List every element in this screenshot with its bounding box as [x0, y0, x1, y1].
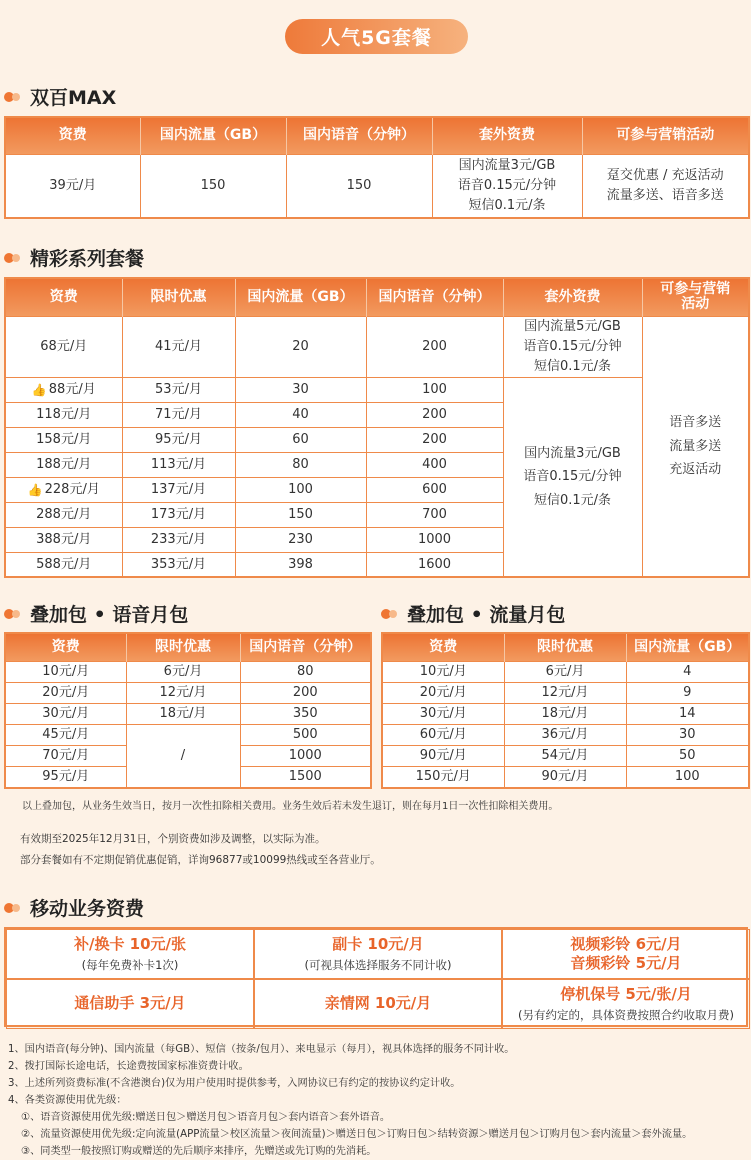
amount-cell: 50 — [626, 746, 749, 767]
voice-cell: 400 — [366, 452, 503, 477]
promo-note: 部分套餐如有不定期促销优惠促销，详询96877或10099热线或至各营业厅。 — [20, 854, 381, 866]
promo-cell: 113元/月 — [122, 452, 235, 477]
biz-cell-ringtone — [502, 929, 750, 979]
col-header: 资费 — [5, 633, 126, 661]
fee-label: 228元/月 — [44, 481, 100, 497]
amount-cell: 1000 — [240, 746, 371, 767]
voice-cell: 1600 — [366, 552, 503, 577]
data-cell: 60 — [235, 427, 366, 452]
col-header: 资费 — [382, 633, 504, 661]
hero-title: 人气5G套餐 — [285, 19, 468, 54]
col-header: 国内流量（GB） — [140, 117, 286, 154]
promo-cell: 71元/月 — [122, 402, 235, 427]
data-cell: 30 — [235, 377, 366, 402]
fee-cell: 68元/月 — [5, 316, 122, 377]
amount-cell: 30 — [626, 724, 749, 745]
extra-line: 国内流量5元/GB — [524, 318, 621, 334]
bullet-dots-icon — [381, 608, 401, 620]
col-header: 限时优惠 — [126, 633, 240, 661]
promo-cell: 18元/月 — [126, 703, 240, 724]
fee-cell: 288元/月 — [5, 502, 122, 527]
footnote: 4、各类资源使用优先级： — [8, 1095, 127, 1106]
promo-cell: 54元/月 — [504, 746, 626, 767]
section-title-datapack-label: 叠加包 • 流量月包 — [407, 604, 566, 626]
fee-cell: 39元/月 — [5, 154, 140, 218]
biz-price: 亲情网 10元/月 — [324, 994, 432, 1013]
col-header: 国内语音（分钟） — [366, 278, 503, 316]
data-cell: 398 — [235, 552, 366, 577]
fee-cell: 45元/月 — [5, 724, 126, 745]
datapack-table — [381, 632, 750, 789]
data-cell: 230 — [235, 527, 366, 552]
data-cell: 100 — [235, 477, 366, 502]
max-table — [4, 116, 750, 219]
biz-note: (每年免费补卡1次) — [81, 957, 179, 972]
promo-cell: / — [126, 724, 240, 788]
section-title-datapack — [381, 600, 565, 627]
section-title-voicepack-label: 叠加包 • 语音月包 — [30, 604, 189, 626]
col-header: 国内流量（GB） — [626, 633, 749, 661]
voice-cell: 1000 — [366, 527, 503, 552]
activity-line: 充返活动 — [669, 462, 722, 478]
fee-label: 88元/月 — [48, 381, 96, 397]
col-header: 国内语音（分钟） — [240, 633, 371, 661]
fee-cell — [5, 477, 122, 502]
promo-cell: 36元/月 — [504, 724, 626, 745]
footnote: ②、流量资源使用优先级:定向流量(APP流量＞校区流量＞夜间流量)＞赠送日包＞订购日包＞结转资源＞赠送月包＞订购月包＞套内流量＞套外流量。 — [8, 1129, 693, 1140]
promo-cell: 18元/月 — [504, 703, 626, 724]
amount-cell: 80 — [240, 661, 371, 682]
extra-line: 国内流量3元/GB — [458, 157, 556, 173]
section-title-biz — [4, 894, 144, 921]
footnote: 1、国内语音(每分钟)、国内流量（每GB）、短信（按条/包月）、来电显示（每月），视具体选择的服务不同计收。 — [8, 1044, 515, 1055]
data-cell: 150 — [140, 154, 286, 218]
section-title-biz-label: 移动业务资费 — [30, 898, 145, 920]
bullet-dots-icon — [4, 608, 24, 620]
extra-line: 短信0.1元/条 — [533, 492, 612, 508]
extra-line: 语音0.15元/分钟 — [523, 338, 622, 354]
fee-cell: 20元/月 — [5, 682, 126, 703]
col-header: 国内流量（GB） — [235, 278, 366, 316]
promo-cell: 53元/月 — [122, 377, 235, 402]
biz-note: (可视具体选择服务不同计收) — [304, 957, 452, 972]
fee-cell: 90元/月 — [382, 746, 504, 767]
biz-price: 通信助手 3元/月 — [74, 994, 186, 1013]
voice-cell: 200 — [366, 402, 503, 427]
col-header: 可参与营销活动 — [582, 117, 749, 154]
bullet-dots-icon — [4, 91, 24, 103]
voice-cell: 200 — [366, 316, 503, 377]
fee-cell: 30元/月 — [5, 703, 126, 724]
section-title-voicepack — [4, 600, 188, 627]
bullet-dots-icon — [4, 902, 24, 914]
section-title-max — [4, 83, 116, 110]
footnote: 3、上述所列资费标准(不含港澳台)仅为用户使用时提供参考，入网协议已有约定的按协议约定计收。 — [8, 1078, 461, 1089]
extra-line: 短信0.1元/条 — [533, 358, 612, 374]
activities-cell — [642, 316, 749, 577]
pack-note: 以上叠加包，从业务生效当日，按月一次性扣除相关费用。业务生效后若未发生退订，则在每月1日一次性扣除相关费用。 — [22, 801, 559, 812]
promo-line: 趸交优惠 / 充返活动 — [606, 167, 724, 183]
col-header: 可参与营销活动 — [642, 278, 749, 316]
activity-line: 流量多送 — [669, 438, 722, 454]
bullet-dots-icon — [4, 252, 24, 264]
amount-cell: 14 — [626, 703, 749, 724]
extra-fee-cell — [503, 316, 642, 377]
voice-cell: 200 — [366, 427, 503, 452]
fee-cell: 95元/月 — [5, 767, 126, 789]
voice-cell: 150 — [286, 154, 432, 218]
section-title-jc-label: 精彩系列套餐 — [30, 248, 145, 270]
data-cell: 150 — [235, 502, 366, 527]
promo-cell: 12元/月 — [126, 682, 240, 703]
extra-line: 语音0.15元/分钟 — [457, 177, 557, 193]
promo-line: 流量多送、语音多送 — [606, 187, 724, 203]
amount-cell: 200 — [240, 682, 371, 703]
promo-cell: 173元/月 — [122, 502, 235, 527]
section-title-max-label: 双百MAX — [30, 87, 117, 109]
extra-fee-cell — [503, 377, 642, 577]
fee-cell: 70元/月 — [5, 746, 126, 767]
activity-line: 语音多送 — [669, 415, 722, 431]
col-header: 国内语音（分钟） — [286, 117, 432, 154]
promo-cell: 233元/月 — [122, 527, 235, 552]
promo-cell: 6元/月 — [504, 661, 626, 682]
fee-cell: 150元/月 — [382, 767, 504, 789]
promo-cell: 95元/月 — [122, 427, 235, 452]
fee-cell: 588元/月 — [5, 552, 122, 577]
voice-cell: 100 — [366, 377, 503, 402]
amount-cell: 350 — [240, 703, 371, 724]
biz-cell-subcard — [254, 929, 502, 979]
fee-cell: 20元/月 — [382, 682, 504, 703]
extra-line: 语音0.15元/分钟 — [523, 469, 622, 485]
data-cell: 20 — [235, 316, 366, 377]
amount-cell: 100 — [626, 767, 749, 789]
fee-cell: 10元/月 — [5, 661, 126, 682]
section-title-jc — [4, 244, 144, 271]
col-header: 资费 — [5, 117, 140, 154]
fee-cell: 388元/月 — [5, 527, 122, 552]
col-header: 限时优惠 — [504, 633, 626, 661]
promo-cell — [582, 154, 749, 218]
amount-cell: 500 — [240, 724, 371, 745]
biz-cell-suspend — [502, 979, 750, 1029]
fee-cell: 10元/月 — [382, 661, 504, 682]
col-header: 套外资费 — [432, 117, 582, 154]
promo-cell: 353元/月 — [122, 552, 235, 577]
biz-cell-assistant — [6, 979, 254, 1029]
promo-cell: 90元/月 — [504, 767, 626, 789]
amount-cell: 9 — [626, 682, 749, 703]
voice-cell: 700 — [366, 502, 503, 527]
jc-table — [4, 277, 750, 578]
voicepack-table — [4, 632, 372, 789]
biz-note: (另有约定的，具体资费按照合约收取月费) — [518, 1007, 734, 1022]
biz-cell-sim — [6, 929, 254, 979]
promo-cell: 6元/月 — [126, 661, 240, 682]
biz-price: 副卡 10元/月 — [332, 935, 424, 954]
col-header: 限时优惠 — [122, 278, 235, 316]
footnote: 2、拨打国际长途电话，长途费按国家标准资费计收。 — [8, 1061, 249, 1072]
fee-cell: 188元/月 — [5, 452, 122, 477]
fee-cell: 60元/月 — [382, 724, 504, 745]
voice-cell: 600 — [366, 477, 503, 502]
fee-cell: 158元/月 — [5, 427, 122, 452]
promo-cell: 137元/月 — [122, 477, 235, 502]
data-cell: 40 — [235, 402, 366, 427]
biz-price: 补/换卡 10元/张 — [73, 935, 187, 954]
amount-cell: 4 — [626, 661, 749, 682]
footnote: ③、同类型一般按照订购或赠送的先后顺序来排序，先赠送或先订购的先消耗。 — [8, 1146, 377, 1157]
extra-line: 国内流量3元/GB — [524, 446, 621, 462]
biz-fee-grid — [4, 927, 748, 1027]
validity-note: 有效期至2025年12月31日，个别资费如涉及调整，以实际为准。 — [20, 833, 326, 845]
fee-cell — [5, 377, 122, 402]
extra-line: 短信0.1元/条 — [468, 197, 546, 213]
biz-price: 音频彩铃 5元/月 — [570, 954, 682, 972]
data-cell: 80 — [235, 452, 366, 477]
promo-cell: 41元/月 — [122, 316, 235, 377]
thumbs-up-icon: 👍 — [27, 482, 43, 497]
footnote: ①、语音资源使用优先级:赠送日包＞赠送月包＞语音月包＞套内语音＞套外语音。 — [8, 1112, 391, 1123]
amount-cell: 1500 — [240, 767, 371, 789]
thumbs-up-icon: 👍 — [31, 382, 47, 397]
fee-cell: 30元/月 — [382, 703, 504, 724]
col-header: 套外资费 — [503, 278, 642, 316]
extra-fee-cell — [432, 154, 582, 218]
fee-cell: 118元/月 — [5, 402, 122, 427]
biz-price: 停机保号 5元/张/月 — [560, 985, 692, 1004]
promo-cell: 12元/月 — [504, 682, 626, 703]
biz-cell-family — [254, 979, 502, 1029]
biz-price: 视频彩铃 6元/月 — [570, 934, 682, 953]
col-header: 资费 — [5, 278, 122, 316]
